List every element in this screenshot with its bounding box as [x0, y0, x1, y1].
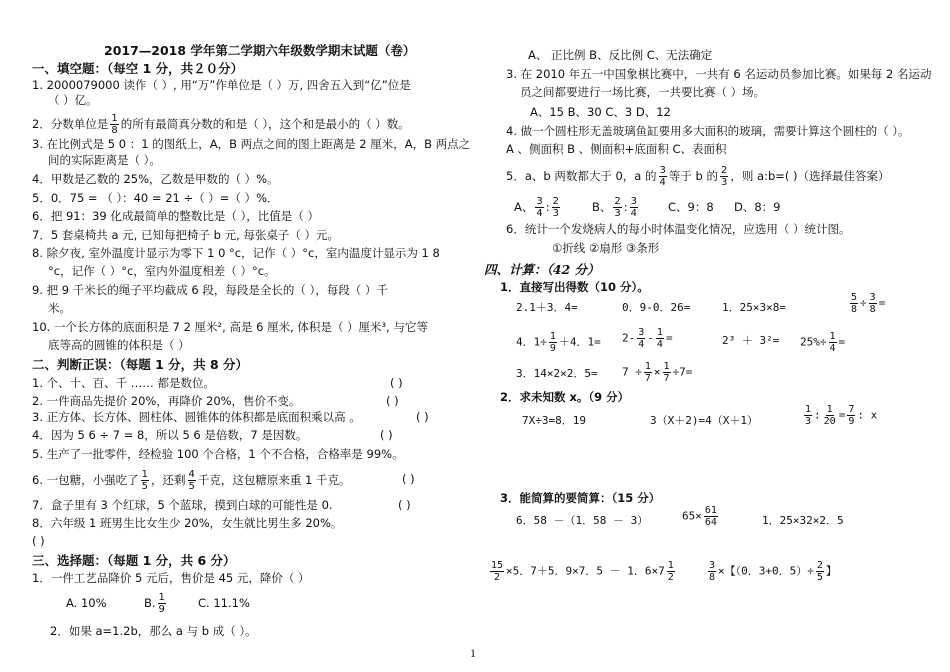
calc-r2-c: 2³ ＋ 3²= [722, 334, 780, 347]
judge-q6-fraction2: $\frac{4}{5}$ [188, 469, 195, 492]
judge-q1: 1. 个、十、百、千 …… 都是数位。 [32, 376, 215, 390]
q1-line2: （ ）亿。 [48, 93, 98, 107]
judge-q7-paren: ( ) [398, 498, 411, 512]
choice-q5-optB: B、 $\frac{2}{3}$ : $\frac{3}{4}$ [592, 196, 638, 219]
choice-q4-options: A 、侧面积 B 、侧面积+底面积 C、表面积 [506, 142, 727, 156]
choice-q2: 2．如果 a=1.2b，那么 a 与 b 成（ ）。 [50, 624, 257, 638]
q9-line1: 9. 把 9 千米长的绳子平均截成 6 段，每段是全长的（ ），每段（ ）千 [32, 283, 388, 297]
judge-q6-paren: ( ) [402, 472, 415, 486]
judge-q2: 2. 一件商品先提价 20%，再降价 20%，售价不变。 [32, 394, 301, 408]
simplify-2: 65× $\frac{61}{64}$ [682, 505, 717, 528]
choice-q3-line1: 3. 在 2010 年五一中国象棋比赛中，一共有 6 名运动员参加比赛。如果每 2 名运动 [506, 67, 932, 81]
judge-q3-paren: ( ) [416, 410, 429, 424]
choice-q5-fraction2: $\frac{2}{3}$ [721, 165, 728, 188]
q2-text-b: 的所有最简真分数的和是（ ），这个和是最小的（ ）数。 [120, 117, 410, 131]
choice-q5: 5．a、b 两数都大于 0，a 的 $\frac{3}{4}$ 等于 b 的 $\frac{2}{3}$ ，则 a:b=( )（选择最佳答案） [506, 165, 890, 188]
choice-q2-options: A、 正比例 B、反比例 C、无法确定 [528, 48, 713, 62]
judge-q5: 5. 生产了一批零件，经检验 100 个合格，1 个不合格，合格率是 99%。 [32, 447, 404, 461]
choice-q5-fraction1: $\frac{3}{4}$ [659, 165, 666, 188]
choice-q5-optA: A、 $\frac{3}{4}$ : $\frac{2}{3}$ [514, 196, 559, 219]
q7-line: 7．5 套桌椅共 a 元, 已知每把椅子 b 元, 每张桌子（ ）元。 [32, 228, 340, 242]
simplify-1: 6．58 －（1．58 － 3） [516, 514, 649, 527]
q4-line: 4．甲数是乙数的 25%，乙数是甲数的（ ）%。 [32, 172, 279, 186]
choice-q3-options: A、15 B、30 C、3 D、12 [530, 105, 671, 119]
q10-line2: 底等高的圆锥的体积是（ ） [48, 338, 190, 352]
choice-q1: 1．一件工艺品降价 5 元后，售价是 45 元，降价（ ） [32, 571, 310, 585]
equation-1: 7X÷3=8．19 [522, 414, 586, 427]
judge-q6: 6. 一包糖，小强吃了 $\frac{1}{5}$ ，还剩 $\frac{4}{5}$ 千克，这包糖原来重 1 千克。 [32, 469, 351, 492]
choice-q5-optC: C、9：8 [668, 200, 714, 214]
calc-r1-d: $\frac{5}{8}$ ÷ $\frac{3}{8}$ = [851, 292, 886, 315]
choice-q1-optA: A. 10% [66, 596, 107, 610]
calc-r2-a: 4．1÷ $\frac{1}{9}$ ＋4．1= [516, 331, 601, 354]
judge-q4-paren: ( ) [380, 428, 393, 442]
calc-sub2: 2．求未知数 x。（9 分） [500, 390, 630, 404]
q6-line: 6．把 91：39 化成最简单的整数比是（ ），比值是（ ） [32, 209, 319, 223]
calc-r2-b: 2- $\frac{3}{4}$ - $\frac{1}{4}$ = [622, 327, 673, 350]
equation-3: $\frac{1}{3}$ : $\frac{1}{20}$ = $\frac{7}{9}$ : x [805, 404, 878, 427]
simplify-4: $\frac{15}{2}$ ×5．7＋5．9×7．5 － 1．6×7 $\frac{1}{2}$ [491, 560, 674, 583]
page-title: 2017—2018 学年第二学期六年级数学期末试题（卷） [104, 43, 416, 58]
q2-line [32, 113, 410, 136]
q3-line1: 3. 在比例式是 5 0 ：1 的图纸上，A，B 两点之间的图上距离是 2 厘米，A，B 两点之 [32, 137, 471, 151]
choice-q3-line2: 员之间都要进行一场比赛，一共要比赛（ ）场。 [520, 85, 766, 99]
judge-q4: 4．因为 5 6 ÷ 7 = 8，所以 5 6 是倍数，7 是因数。 [32, 428, 308, 442]
calc-sub1: 1．直接写出得数（10 分）。 [500, 280, 649, 294]
simplify-3: 1．25×32×2．5 [762, 514, 844, 527]
section2-heading: 二、判断正误：（每题 1 分，共 8 分） [32, 357, 249, 372]
q8-line2: °c，记作（ ）°c，室内外温度相差（ ）°c。 [48, 264, 276, 278]
section4-heading: 四、计算：（42 分） [484, 262, 600, 277]
calc-r3-b: 7 ÷ $\frac{1}{7}$ × $\frac{1}{7}$ ÷7= [622, 361, 693, 384]
calc-r2-d: 25%÷ $\frac{1}{4}$ = [800, 331, 846, 354]
choice-q1-optB-fraction: $\frac{1}{9}$ [158, 592, 165, 615]
judge-q7: 7．盒子里有 3 个红球，5 个蓝球，摸到白球的可能性是 0. [32, 498, 333, 512]
q2-text-a: 2．分数单位是 [32, 117, 109, 131]
choice-q1-optB: B. $\frac{1}{9}$ [144, 592, 165, 615]
judge-q3: 3. 正方体、长方体、圆柱体、圆锥体的体积都是底面积乘以高 。 [32, 410, 361, 424]
calc-sub3: 3．能简算的要简算：（15 分） [500, 491, 661, 505]
choice-q1-optC: C. 11.1% [198, 596, 250, 610]
simplify-5: $\frac{3}{8}$ ×【（0．3+0．5）÷ $\frac{2}{5}$ 】 [709, 560, 837, 583]
q5-line: 5．0．75 = （ ）：40 = 21 ÷（ ）=（ ）%． [32, 191, 279, 205]
choice-q5-optD: D、8：9 [734, 200, 781, 214]
calc-r1-c: 1．25×3×8= [722, 301, 786, 314]
judge-q2-paren: ( ) [386, 394, 399, 408]
calc-r1-a: 2.1＋3．4= [516, 301, 578, 314]
q9-line2: 米。 [48, 301, 71, 315]
equation-2: 3（X＋2)=4（X＋1） [650, 414, 758, 427]
section3-heading: 三、选择题：（每题 1 分，共 6 分） [32, 553, 236, 568]
q10-line1: 10. 一个长方体的底面积是 7 2 厘米², 高是 6 厘米, 体积是（ ）厘米³, 与它等 [32, 320, 428, 334]
section1-heading: 一、填空题：（每空 1 分，共２０分） [32, 61, 244, 76]
calc-r3-a: 3．14×2×2．5= [516, 367, 598, 380]
q1-line1: 1. 2000079000 读作（ ）, 用“万”作单位是（ ）万, 四舍五入到“亿”位是 [32, 78, 411, 92]
page-number: 1 [470, 646, 476, 660]
choice-q4: 4. 做一个圆柱形无盖玻璃鱼缸要用多大面积的玻璃，需要计算这个圆柱的（ ）。 [506, 124, 910, 138]
judge-q1-paren: ( ) [390, 376, 403, 390]
q3-line2: 间的实际距离是（ ）。 [48, 153, 161, 167]
judge-q8: 8．六年级 1 班男生比女生少 20%，女生就比男生多 20%。 [32, 516, 343, 530]
choice-q6-options: ①折线 ②扇形 ③条形 [552, 241, 660, 255]
choice-q6: 6．统计一个发烧病人的每小时体温变化情况，应选用（ ）统计图。 [506, 222, 851, 236]
judge-q8-paren: ( ) [32, 534, 45, 548]
q8-line1: 8. 除夕夜, 室外温度计显示为零下 1 0 °c，记作（ ）°c，室内温度计显示为 1 8 [32, 246, 440, 260]
q2-fraction: $\frac{1}{8}$ [111, 113, 118, 136]
judge-q6-fraction1: $\frac{1}{5}$ [141, 469, 149, 492]
calc-r1-b: 0．9-0．26= [622, 301, 691, 314]
